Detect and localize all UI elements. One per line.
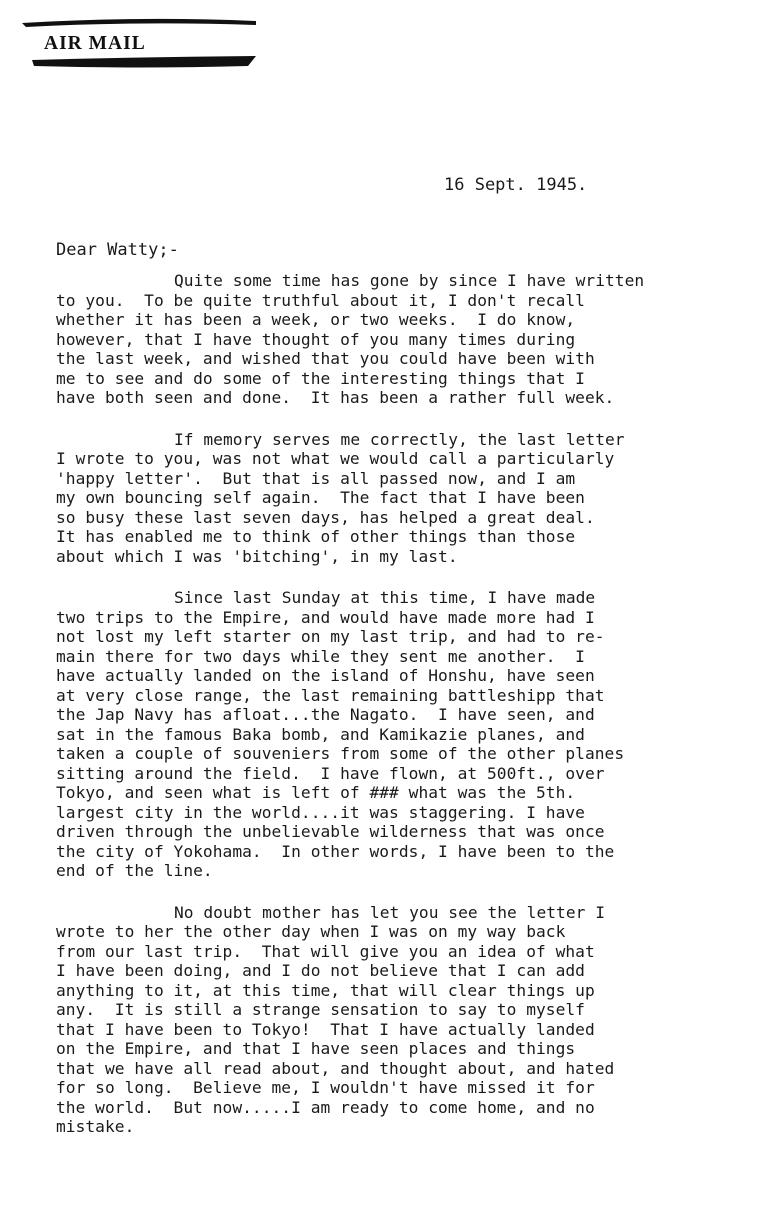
text-line: at very close range, the last remaining battleshipp that (56, 685, 605, 705)
text-line: the Jap Navy has afloat...the Nagato. I have seen, and (56, 705, 595, 724)
text-line: end of the line. (56, 861, 213, 880)
text-line: have actually landed on the island of Honshu, have seen (56, 666, 595, 685)
text-line: any. It is still a strange sensation to say to myself (56, 1000, 585, 1019)
air-mail-label: AIR MAIL (44, 33, 146, 54)
text-line: whether it has been a week, or two weeks. I do know, (56, 310, 576, 329)
text-line: that I have been to Tokyo! That I have actually landed (56, 1019, 595, 1039)
text-line: not lost my left starter on my last trip, and had to re- (56, 627, 605, 646)
text-line: however, that I have thought of you many times during (56, 329, 576, 349)
text-line: sitting around the field. I have flown, at 500ft., over (56, 763, 605, 783)
letter-date: 16 Sept. 1945. (444, 175, 588, 195)
text-line: mistake. (56, 1117, 135, 1136)
text-line: It has enabled me to think of other things than those (56, 527, 576, 546)
text-line: taken a couple of souveniers from some of the other planes (56, 744, 625, 763)
salutation: Dear Watty;- (56, 240, 179, 260)
paragraph (56, 430, 768, 567)
text-line: my own bouncing self again. The fact that I have been (56, 488, 585, 507)
text-line: sat in the famous Baka bomb, and Kamikazie planes, and (56, 724, 585, 744)
text-line: wrote to her the other day when I was on my way back (56, 922, 566, 941)
text-line: No doubt mother has let you see the letter I (174, 902, 606, 922)
text-line: the last week, and wished that you could have been with (56, 349, 595, 368)
text-line: anything to it, at this time, that will clear things up (56, 980, 595, 1000)
text-line: two trips to the Empire, and would have made more had I (56, 607, 595, 627)
letter-body (56, 271, 768, 1159)
text-line: If memory serves me correctly, the last letter (174, 429, 625, 449)
text-line: Since last Sunday at this time, I have made (174, 588, 596, 607)
text-line: have both seen and done. It has been a rather full week. (56, 388, 615, 407)
text-line: to you. To be quite truthful about it, I don't recall (56, 290, 585, 310)
text-line: about which I was 'bitching', in my last. (56, 546, 458, 566)
text-line: largest city in the world....it was staggering. I have (56, 802, 585, 822)
text-line: Tokyo, and seen what is left of ### what was the 5th. (56, 783, 576, 802)
text-line: driven through the unbelievable wilderness that was once (56, 822, 605, 841)
text-line: on the Empire, and that I have seen places and things (56, 1039, 576, 1058)
air-mail-banner (22, 16, 256, 72)
text-line: 'happy letter'. But that is all passed now, and I am (56, 468, 576, 488)
paragraph (56, 903, 768, 1137)
text-line: so busy these last seven days, has helped a great deal. (56, 507, 595, 527)
text-line: from our last trip. That will give you an idea of what (56, 941, 595, 961)
text-line: that we have all read about, and thought about, and hated (56, 1058, 615, 1078)
text-line: Quite some time has gone by since I have written (174, 271, 645, 290)
text-line: main there for two days while they sent me another. I (56, 646, 585, 666)
text-line: the city of Yokohama. In other words, I have been to the (56, 841, 615, 861)
text-line: I wrote to you, was not what we would call a particularly (56, 449, 615, 468)
text-line: I have been doing, and I do not believe that I can add (56, 961, 585, 980)
paragraph (56, 271, 768, 408)
text-line: the world. But now.....I am ready to come home, and no (56, 1097, 595, 1117)
text-line: me to see and do some of the interesting things that I (56, 368, 585, 388)
text-line: for so long. Believe me, I wouldn't have missed it for (56, 1078, 595, 1097)
paragraph (56, 588, 768, 881)
